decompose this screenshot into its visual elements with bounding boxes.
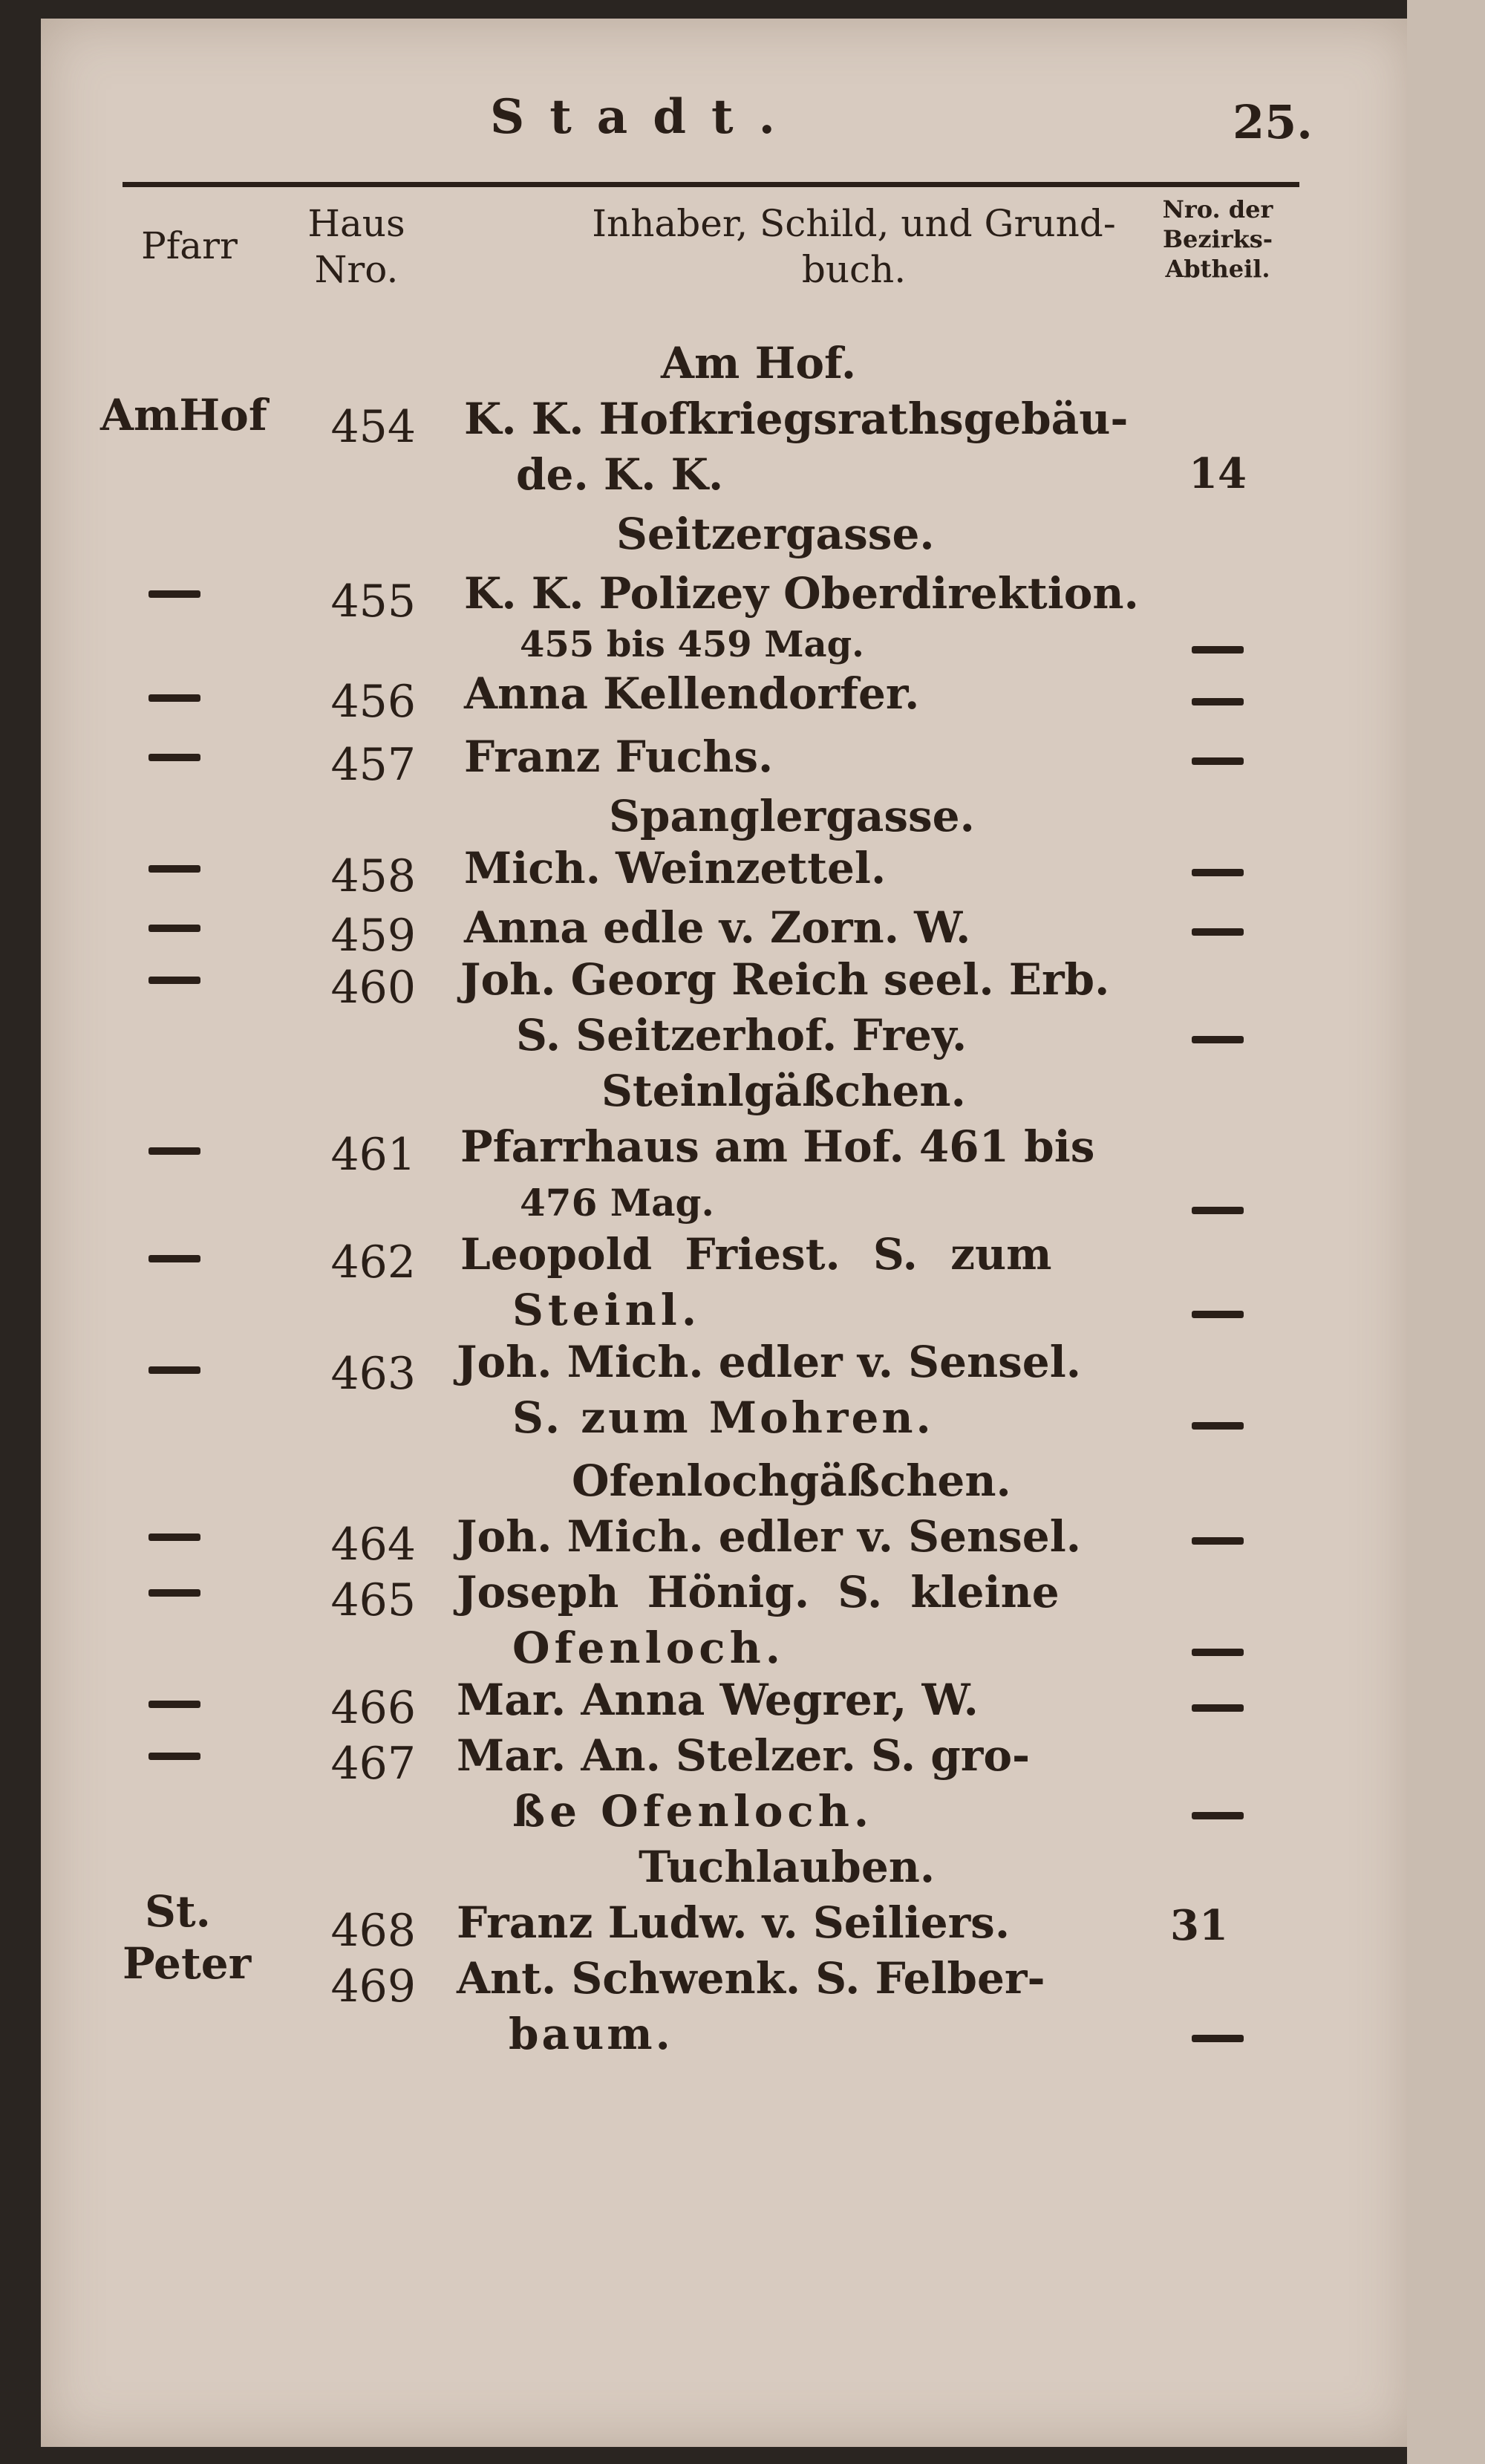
ditto-mark [1192, 1207, 1244, 1214]
entry-text: K. K. Polizey Oberdirektion. [464, 568, 1139, 619]
entry-text: 455 bis 459 Mag. [520, 624, 864, 665]
page-title: Stadt. [490, 89, 800, 145]
section-heading: Steinlgäßchen. [601, 1066, 966, 1116]
ditto-mark [148, 1589, 200, 1597]
house-number: 456 [330, 676, 416, 728]
ditto-mark [1192, 1422, 1244, 1430]
entry-text: Franz Fuchs. [464, 731, 774, 782]
house-number: 464 [330, 1519, 416, 1571]
ditto-mark [148, 1147, 200, 1155]
entry-text: Ant. Schwenk. S. Felber- [457, 1953, 1045, 2004]
house-number: 459 [330, 910, 416, 962]
house-number: 461 [330, 1129, 416, 1181]
ditto-mark [148, 1753, 200, 1760]
ditto-mark [1192, 1311, 1244, 1318]
page-number: 25. [1233, 95, 1313, 149]
column-header-bezirk: Nro. der Bezirks- Abtheil. [1162, 195, 1273, 283]
house-number: 468 [330, 1905, 416, 1957]
ditto-mark [1192, 1649, 1244, 1656]
house-number: 457 [330, 739, 416, 791]
ditto-mark [1192, 1537, 1244, 1545]
column-header-inhaber: Inhaber, Schild, und Grund- buch. [592, 202, 1116, 291]
entry-text: baum. [509, 2009, 673, 2059]
ditto-mark [1192, 928, 1244, 936]
entry-text: K. K. Hofkriegsrathsgebäu- [464, 394, 1129, 444]
entry-text: Pfarrhaus am Hof. 461 bis [460, 1121, 1095, 1172]
ditto-mark [1192, 757, 1244, 765]
entry-text: Joh. Mich. edler v. Sensel. [457, 1511, 1081, 1562]
entry-text: ße Ofenloch. [512, 1786, 874, 1836]
header-rule [123, 182, 1299, 187]
pfarr-label: St. [145, 1886, 211, 1937]
house-number: 458 [330, 850, 416, 902]
house-number: 469 [330, 1961, 416, 2012]
ditto-mark [148, 1255, 200, 1262]
ditto-mark [148, 694, 200, 702]
house-number: 465 [330, 1574, 416, 1626]
section-heading: Tuchlauben. [639, 1842, 936, 1892]
entry-text: 476 Mag. [520, 1181, 714, 1225]
house-number: 463 [330, 1348, 416, 1400]
section-heading: Ofenlochgäßchen. [572, 1456, 1011, 1506]
ditto-mark [148, 1701, 200, 1708]
entry-text: Joh. Georg Reich seel. Erb. [460, 954, 1110, 1005]
house-number: 460 [330, 962, 416, 1014]
ditto-mark [1192, 1812, 1244, 1819]
section-heading: Am Hof. [661, 338, 857, 388]
section-heading: Seitzergasse. [616, 509, 935, 559]
house-number: 467 [330, 1738, 416, 1790]
entry-text: Joseph Hönig. S. kleine [457, 1567, 1060, 1617]
column-header-haus-nro: Haus Nro. [307, 202, 405, 291]
ditto-mark [1192, 698, 1244, 705]
ditto-mark [1192, 2035, 1244, 2042]
entry-text: Franz Ludw. v. Seiliers. [457, 1897, 1011, 1948]
entry-text: Ofenloch. [512, 1623, 785, 1673]
ditto-mark [1192, 646, 1244, 654]
column-header-pfarr: Pfarr [141, 224, 238, 267]
page-edge [1407, 0, 1485, 2464]
house-number: 454 [330, 401, 416, 453]
entry-text: Mar. Anna Wegrer, W. [457, 1675, 979, 1725]
house-number: 466 [330, 1682, 416, 1734]
ditto-mark [148, 754, 200, 761]
district-number: 14 [1189, 449, 1247, 498]
entry-text: Anna edle v. Zorn. W. [464, 902, 971, 953]
ditto-mark [148, 925, 200, 932]
ditto-mark [1192, 1704, 1244, 1712]
entry-text: Leopold Friest. S. zum [460, 1229, 1052, 1280]
house-number: 455 [330, 576, 416, 628]
entry-text: S. zum Mohren. [512, 1392, 934, 1443]
ditto-mark [148, 1534, 200, 1541]
entry-text: Mar. An. Stelzer. S. gro- [457, 1730, 1031, 1781]
ditto-mark [148, 865, 200, 873]
entry-text: Mich. Weinzettel. [464, 843, 887, 893]
ditto-mark [148, 977, 200, 984]
entry-text: Joh. Mich. edler v. Sensel. [457, 1337, 1081, 1387]
house-number: 462 [330, 1236, 416, 1288]
entry-text: de. K. K. [516, 449, 724, 500]
ditto-mark [1192, 869, 1244, 876]
ditto-mark [148, 590, 200, 598]
ditto-mark [1192, 1036, 1244, 1043]
section-heading: Spanglergasse. [609, 791, 975, 841]
ditto-mark [148, 1366, 200, 1374]
entry-text: S. Seitzerhof. Frey. [516, 1010, 967, 1060]
pfarr-label: AmHof [100, 390, 267, 440]
district-number: 31 [1170, 1901, 1228, 1950]
entry-text: Steinl. [512, 1285, 702, 1335]
entry-text: Anna Kellendorfer. [464, 668, 920, 719]
pfarr-label: Peter [123, 1938, 252, 1989]
